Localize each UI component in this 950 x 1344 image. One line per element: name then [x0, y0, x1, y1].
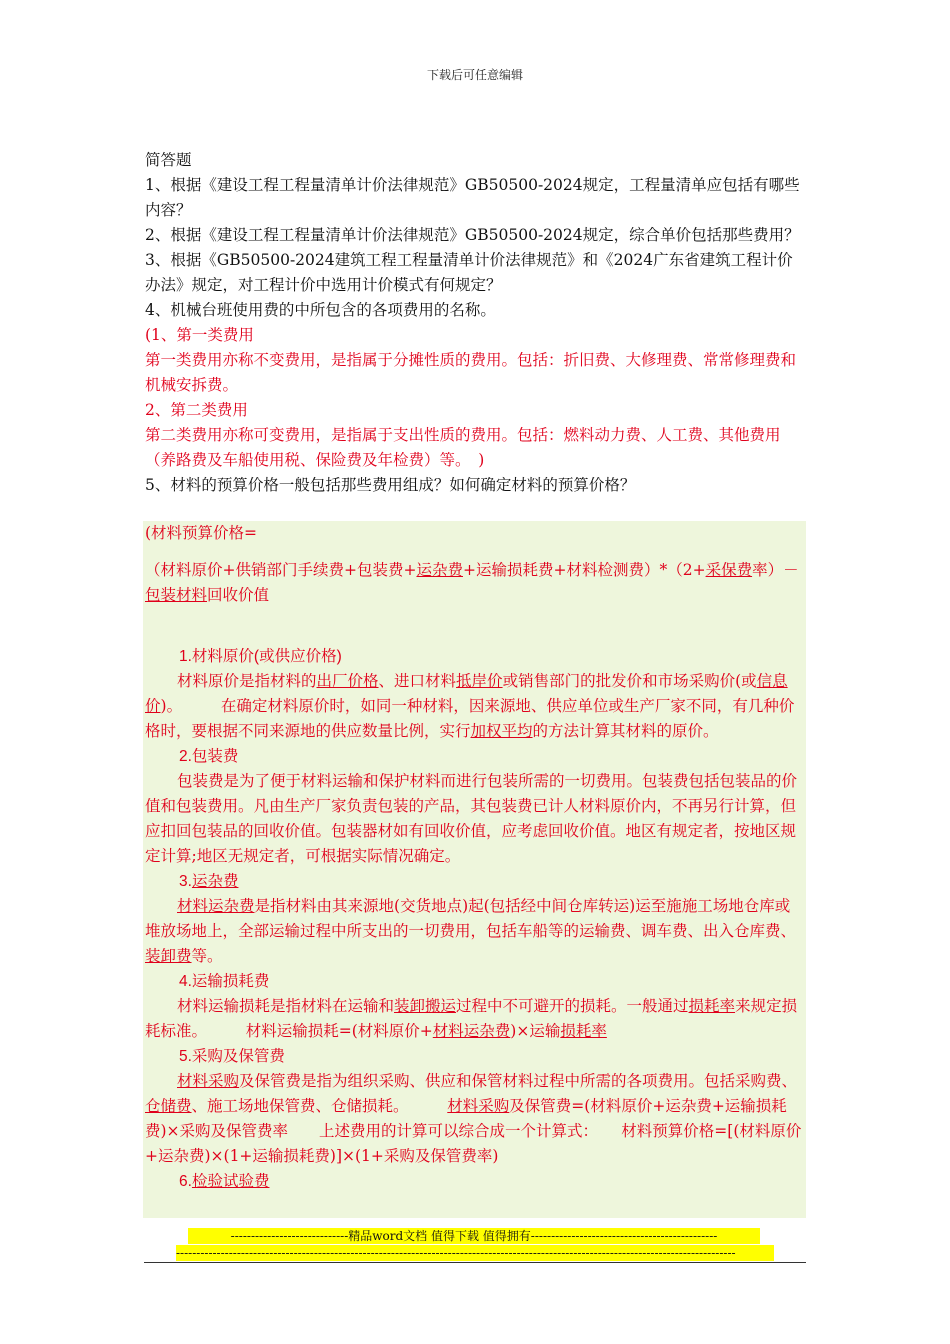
link-yunzafei-title[interactable]: 运杂费: [191, 873, 239, 890]
link-cailiaocaigou-2[interactable]: 材料采购: [447, 1097, 510, 1115]
section-2-title: 2.包装费: [179, 748, 239, 765]
question-1: 1、根据《建设工程工程量清单计价法律规范》GB50500-2024规定，工程量清单应包括有哪些内容？: [145, 176, 800, 219]
link-yunzafei[interactable]: 运杂费: [416, 561, 463, 579]
link-baozhuangcailiao[interactable]: 包装材料: [145, 586, 208, 604]
page-header: 下载后可任意编辑: [426, 68, 523, 82]
question-5: 5、材料的预算价格一般包括那些费用组成？如何确定材料的预算价格？: [145, 476, 636, 494]
section-title: 简答题: [145, 151, 192, 169]
section-1-title: 1.材料原价(或供应价格): [179, 648, 342, 665]
document-body: [145, 148, 807, 498]
footer-banner: -----------------------------精品word文档 值得下载 值得拥有----------------------------------------------: [188, 1228, 760, 1244]
footer-divider: [144, 1262, 806, 1263]
link-cangchufei[interactable]: 仓储费: [145, 1097, 192, 1115]
section-4-title: 4.运输损耗费: [179, 973, 270, 990]
section-5-title: 5.采购及保管费: [179, 1048, 285, 1065]
link-sunhaolv[interactable]: 损耗率: [688, 997, 736, 1015]
answer-4-heading-1: (1、第一类费用: [145, 326, 254, 344]
question-4: 4、机械台班使用费的中所包含的各项费用的名称。: [145, 301, 496, 319]
section-3-text: 材料运杂费是指材料由其来源地(交货地点)起(包括经中间仓库转运)运至施施工场地仓库或堆放场地上，全部运输过程中所支出的一切费用，包括车船等的运输费、调车费、出入仓库费、装卸费等。: [145, 897, 797, 965]
section-4-text: 材料运输损耗是指材料在运输和装卸搬运过程中不可避开的损耗。一般通过损耗率来规定损耗标准。 材料运输损耗=(材料原价+材料运杂费)×运输损耗率: [145, 997, 798, 1040]
formula-title: (材料预算价格=: [145, 524, 258, 542]
link-zhuangxiebanyun[interactable]: 装卸搬运: [394, 997, 457, 1015]
link-cailiaoyunzafei[interactable]: 材料运杂费: [177, 897, 255, 915]
link-chuchangjiage[interactable]: 出厂价格: [316, 672, 379, 690]
section-6-title: 6.检验试验费: [179, 1173, 270, 1190]
link-sunhaolv-2[interactable]: 损耗率: [560, 1022, 607, 1040]
link-caibaofei[interactable]: 采保费: [705, 561, 753, 579]
question-3: 3、根据《GB50500-2024建筑工程工程量清单计价法律规范》和《2024广东省建筑工程计价办法》规定，对工程计价中选用计价模式有何规定？: [145, 251, 793, 294]
section-1-text: 材料原价是指材料的出厂价格、进口材料抵岸价或销售部门的批发价和市场采购价(或信息价)。 在确定材料原价时，如同一种材料，因来源地、供应单位或生产厂家不同，有几种价格时，要根据不同来源地的供应数量比例，实行加权平均的方法计算其材料的原价。: [145, 672, 795, 740]
link-cailiaocaigou[interactable]: 材料采购: [177, 1072, 240, 1090]
section-5-text: 材料采购及保管费是指为组织采购、供应和保管材料过程中所需的各项费用。包括采购费、仓储费、施工场地保管费、仓储损耗。 材料采购及保管费=(材料原价+运杂费+运输损耗费)×采购及保管费率 上述费用的计算可以综合成一个计算式： 材料预算价格=[(材料原价+运杂费)×(1+运输损耗费)]×(1+采购及保管费率): [145, 1072, 802, 1165]
link-dianjia[interactable]: 抵岸价: [456, 672, 503, 690]
answer-5-box: [143, 521, 806, 1218]
footer-dashes: ------------------------------------------------------------------------------------------------------------------------------------------: [176, 1245, 774, 1261]
question-2: 2、根据《建设工程工程量清单计价法律规范》GB50500-2024规定，综合单价包括那些费用？: [145, 226, 800, 244]
section-2-text: 包装费是为了便于材料运输和保护材料而进行包装所需的一切费用。包装费包括包装品的价值和包装费用。凡由生产厂家负责包装的产品，其包装费已计人材料原价内，不再另行计算，但应扣回包装品的回收价值。包装器材如有回收价值，应考虑回收价值。地区有规定者，按地区规定计算;地区无规定者，可根据实际情况确定。: [145, 772, 798, 865]
answer-4-paragraph-2: 第二类费用亦称可变费用，是指属于支出性质的费用。包括：燃料动力费、人工费、其他费用（养路费及车船使用税、保险费及年检费）等。 ): [145, 426, 781, 469]
link-xinxijia[interactable]: 信息价: [145, 672, 788, 715]
link-jianyanshiyanfei[interactable]: 检验试验费: [191, 1173, 270, 1190]
answer-4-heading-2: 2、第二类费用: [145, 401, 248, 419]
link-jiaquanpingjun[interactable]: 加权平均: [470, 722, 533, 740]
section-3-title: 3.运杂费: [179, 873, 239, 890]
answer-4-paragraph-1: 第一类费用亦称不变费用，是指属于分摊性质的费用。包括：折旧费、大修理费、常常修理费和机械安拆费。: [145, 351, 797, 394]
link-cailiaoyunzafei-2[interactable]: 材料运杂费: [432, 1022, 511, 1040]
formula: （材料原价+供销部门手续费+包装费+运杂费+运输损耗费+材料检测费）*（2+采保费率）－包装材料回收价值: [145, 561, 799, 604]
link-zhuangxiefei[interactable]: 装卸费: [145, 947, 192, 965]
